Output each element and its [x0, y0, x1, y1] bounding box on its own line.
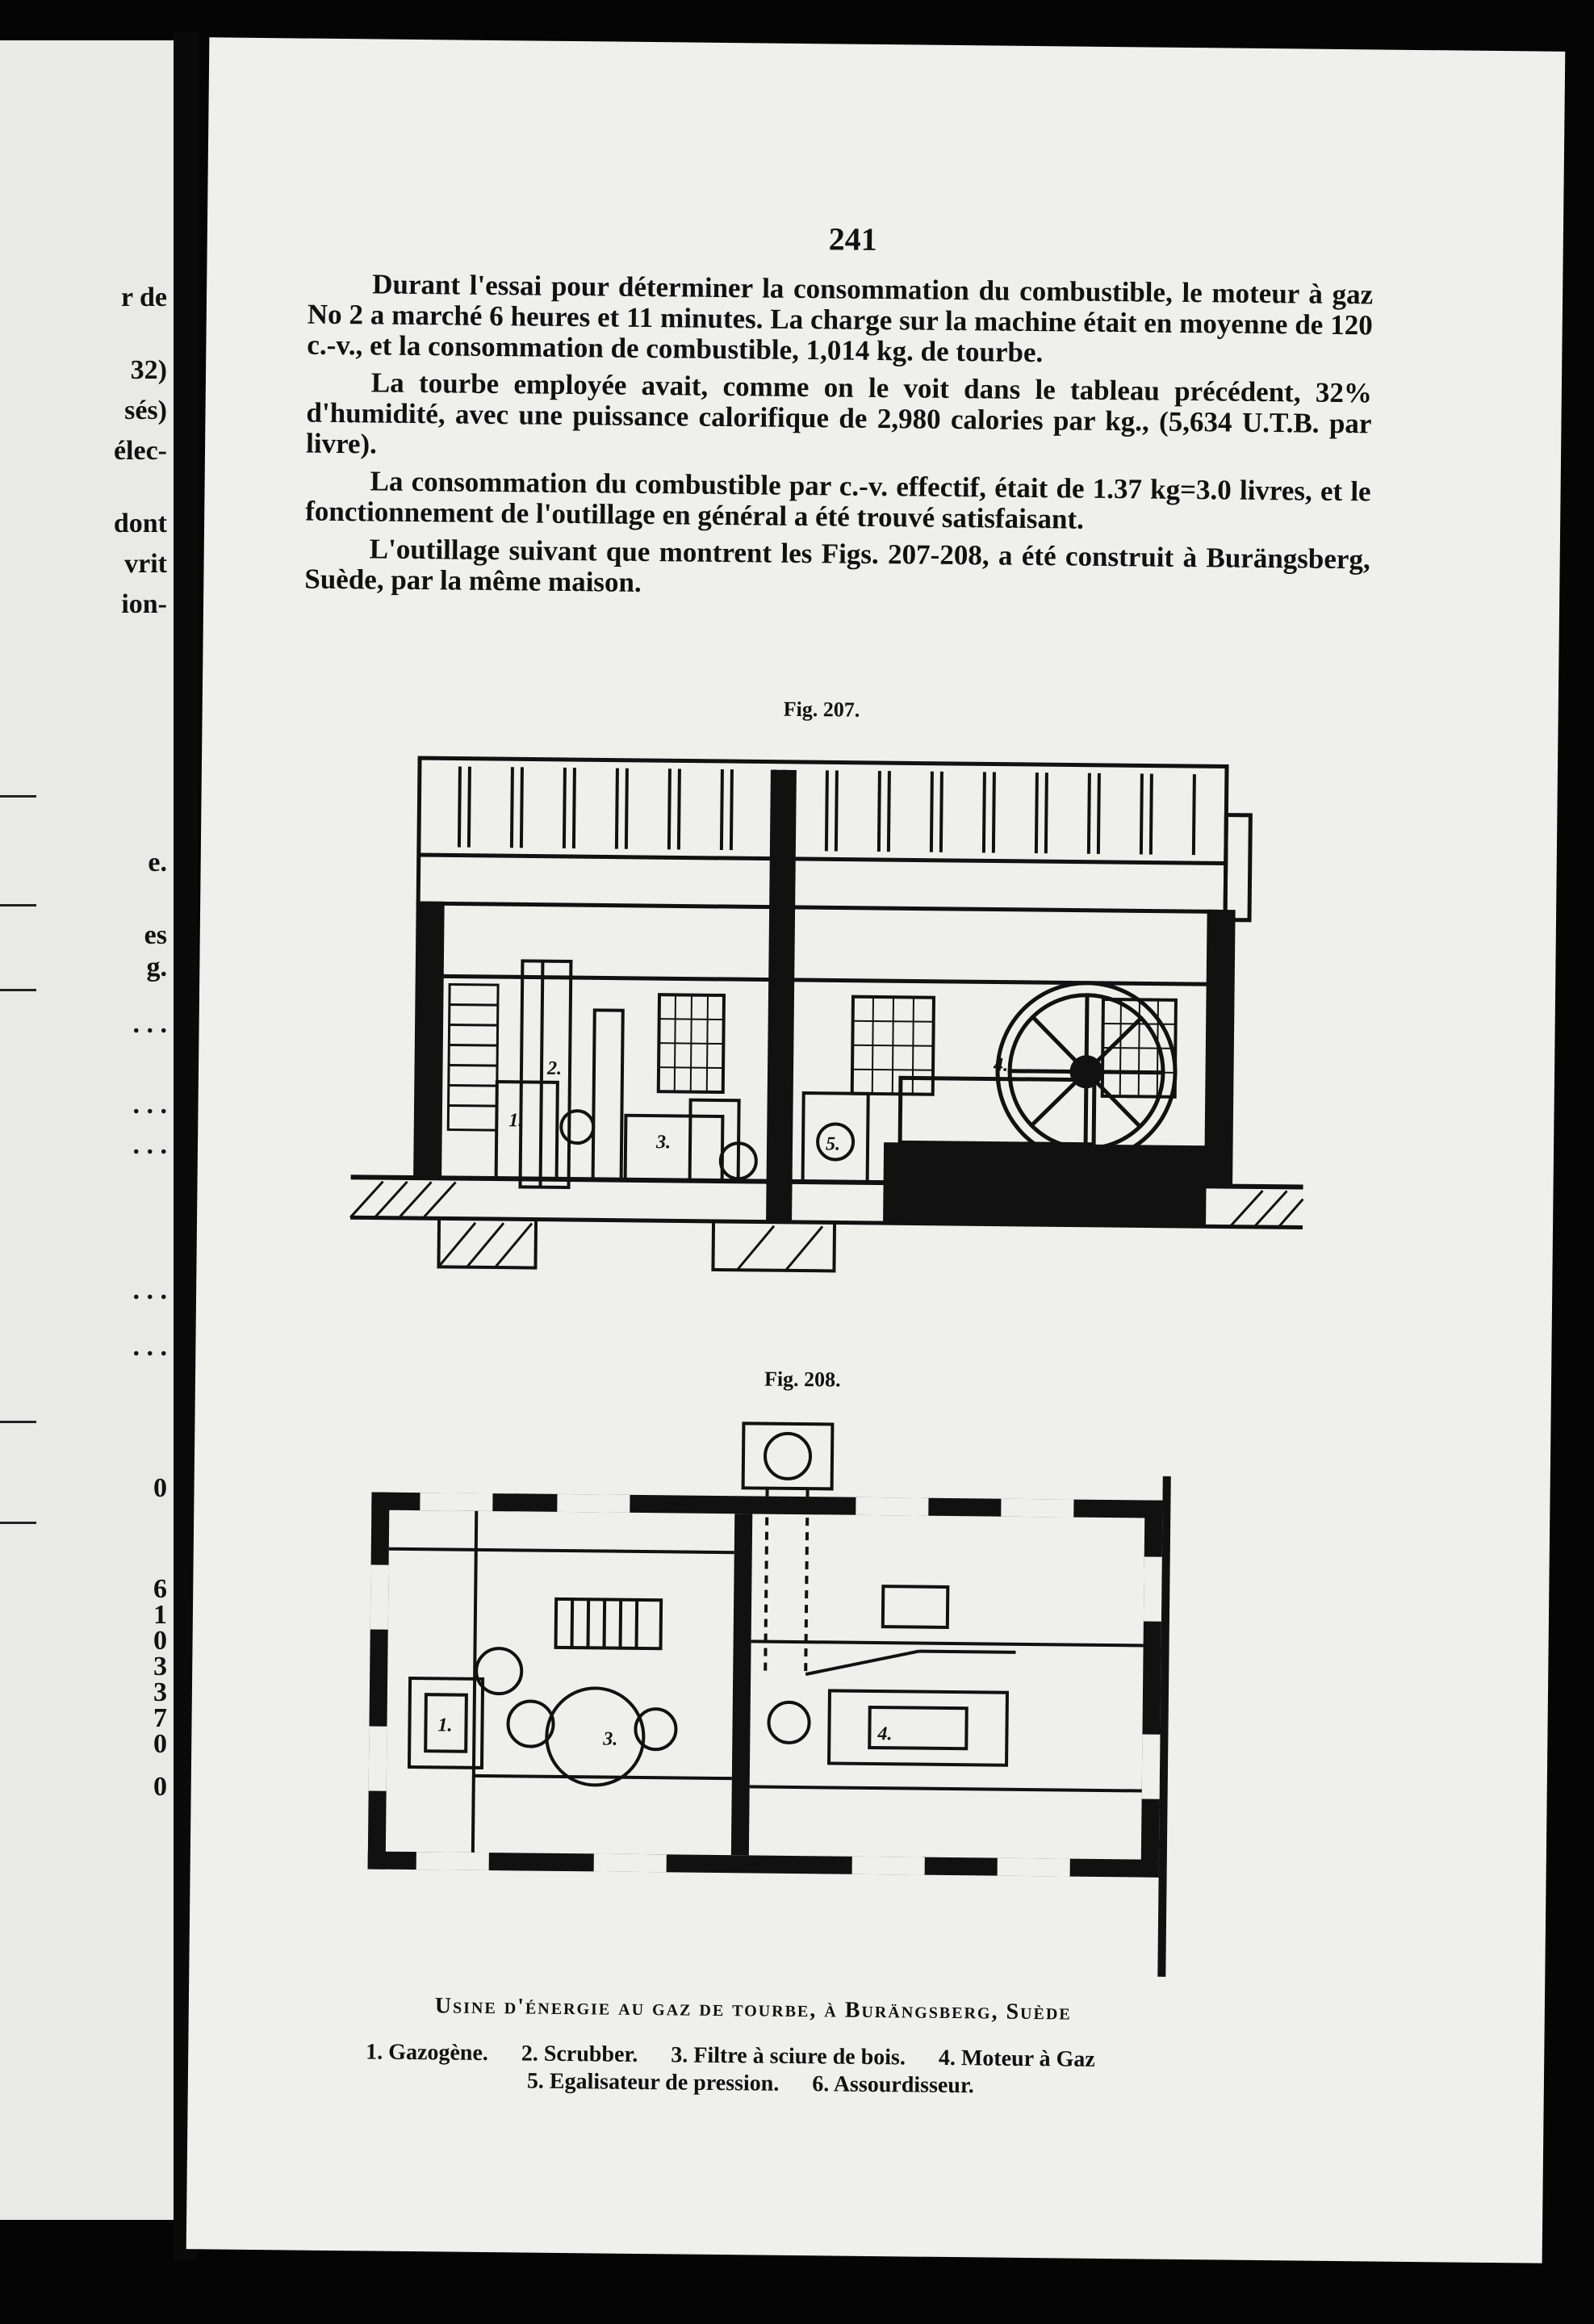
- paragraph: L'outillage suivant que montrent les Figs. 207-208, a été construit à Burängsberg, Suède, par la même maison.: [304, 533, 1370, 598]
- margin-fragment: . . .: [132, 1332, 167, 1362]
- paragraph: La tourbe employée avait, comme on le voit dans le tableau précédent, 32% d'humidité, avec une puissance calorifique de 2,980 calories par kg., (5,634 U.T.B. par livre).: [305, 366, 1373, 460]
- margin-fragment: 1: [153, 1600, 167, 1630]
- margin-fragment: . . .: [132, 1009, 167, 1039]
- figure-legend-line-2: [527, 2069, 1002, 2100]
- margin-fragment: . . .: [132, 1130, 167, 1160]
- margin-rule: [0, 904, 36, 907]
- margin-fragment: 0: [153, 1772, 167, 1802]
- legend-item: 4. Moteur à Gaz: [938, 2045, 1095, 2072]
- margin-fragment: ion-: [121, 589, 167, 619]
- margin-fragment: sés): [124, 396, 167, 425]
- margin-fragment: . . .: [132, 1275, 167, 1305]
- margin-fragment: 3: [153, 1677, 167, 1707]
- margin-fragment: dont: [113, 509, 167, 538]
- margin-fragment: g.: [146, 953, 167, 982]
- figure-legend-line-1: [366, 2039, 1123, 2073]
- fig208-label: 1.: [437, 1715, 453, 1736]
- fig207-label: 4.: [993, 1054, 1009, 1076]
- legend-item: 1. Gazogène.: [366, 2039, 489, 2066]
- margin-fragment: 0: [153, 1626, 167, 1656]
- margin-fragment: 0: [153, 1473, 167, 1503]
- legend-item: 5. Egalisateur de pression.: [526, 2068, 780, 2096]
- margin-fragment: es: [144, 920, 167, 950]
- page-number: 241: [828, 220, 878, 258]
- margin-fragment: r de: [121, 283, 167, 312]
- margin-fragment: e.: [148, 848, 167, 877]
- margin-rule: [0, 989, 36, 991]
- plate-title: Usine d'énergie au gaz de tourbe, à Burängsberg, Suède: [434, 1993, 1072, 2025]
- margin-fragment: vrit: [124, 549, 167, 579]
- body-text: [304, 269, 1373, 613]
- fig207-label: 5.: [825, 1133, 841, 1155]
- margin-fragment: 6: [153, 1574, 167, 1604]
- margin-rule: [0, 1522, 36, 1524]
- margin-fragment: 3: [153, 1652, 167, 1681]
- legend-item: 2. Scrubber.: [521, 2041, 638, 2067]
- figure-208-caption: Fig. 208.: [764, 1367, 841, 1392]
- paragraph: La consommation du combustible par c.-v. effectif, était de 1.37 kg=3.0 livres, et le fonctionnement de l'outillage en général a été trouvé satisfaisant.: [305, 465, 1371, 535]
- fig207-label: 3.: [655, 1132, 671, 1154]
- figure-207-elevation-drawing: [333, 717, 1324, 1309]
- fig208-label: 3.: [603, 1728, 618, 1750]
- figure-207-caption: Fig. 207.: [783, 697, 860, 722]
- fig207-label: 2.: [546, 1057, 563, 1079]
- margin-fragment: . . .: [132, 1090, 167, 1120]
- book-page: [186, 37, 1566, 2263]
- margin-fragment: 0: [153, 1729, 167, 1759]
- margin-rule: [0, 1421, 36, 1423]
- margin-fragment: 32): [130, 355, 167, 385]
- fig207-label: 1.: [508, 1110, 524, 1132]
- margin-fragment: 7: [153, 1703, 167, 1733]
- figure-208-plan-drawing: [350, 1403, 1276, 1994]
- legend-item: 3. Filtre à sciure de bois.: [671, 2042, 906, 2071]
- legend-item: 6. Assourdisseur.: [812, 2071, 974, 2099]
- left-page-fragment: [0, 40, 174, 2220]
- fig208-label: 4.: [877, 1723, 893, 1745]
- paragraph: Durant l'essai pour déterminer la consommation du combustible, le moteur à gaz No 2 a marché 6 heures et 11 minutes. La charge sur la machine était en moyenne de 120 c.-v., et la consommation de combustible, 1,014 kg. de tourbe.: [307, 268, 1374, 369]
- margin-rule: [0, 795, 36, 798]
- margin-fragment: élec-: [113, 436, 167, 466]
